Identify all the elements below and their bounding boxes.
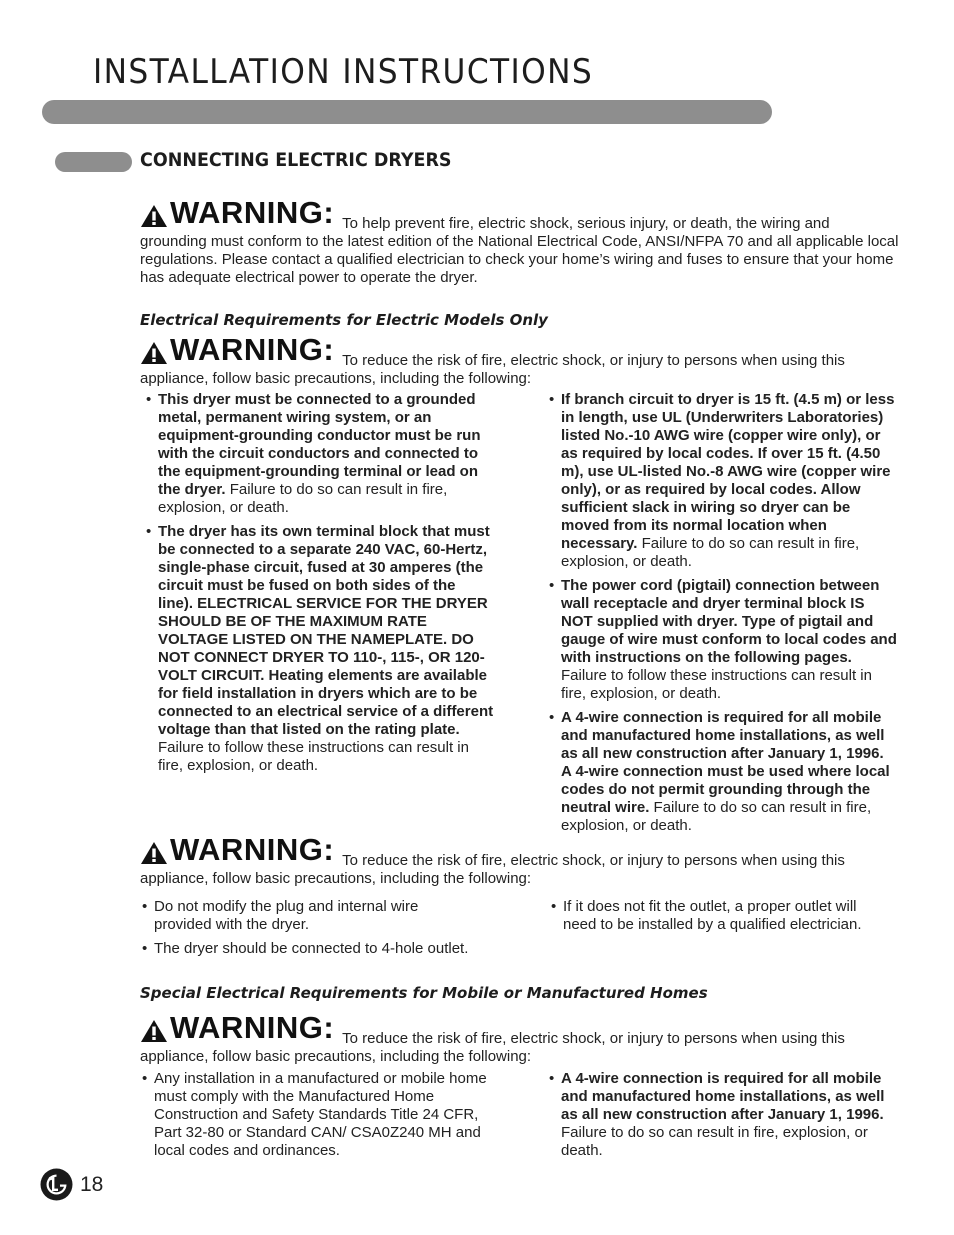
warning-mobile-homes (140, 1010, 900, 1066)
bullet-text: Failure to do so can result in fire, explosion, or death. (561, 1124, 868, 1159)
bullet-text: Failure to follow these instructions can result in fire, explosion, or death. (561, 667, 872, 702)
bullet-bold-text: A 4-wire connection is required for all mobile and manufactured home installations, as well as all new construction after January 1, 1996. A 4-wire connection must be used where local codes do not permit grounding through the neutral wire. (561, 709, 890, 816)
bullet-text: Any installation in a manufactured or mobile home must comply with the Manufactured Home Construction and Safety Standards Title 24 CFR, Part 32-80 or Standard CAN/ CSA0Z240 MH and local codes and ordinances. (154, 1070, 487, 1159)
bullet-text: Failure to do so can result in fire, explosion, or death. (561, 799, 872, 834)
list-item (144, 391, 494, 517)
list-item (144, 523, 494, 775)
bullet-bold-text: The dryer has its own terminal block that must be connected to a separate 240 VAC, 60-Hertz, single-phase circuit, fused at 30 amperes (the circuit must be fused on both sides of the line). ELECTRICAL SERVICE FOR THE DRYER SHOULD BE OF THE MAXIMUM RATE VOLTAGE LISTED ON THE NAMEPLATE. DO NOT CONNECT DRYER TO 110-, 115-, OR 120-VOLT CIRCUIT. Heating elements are available for field installation in dryers which are to be connected to an electrical service of a different voltage than that listed on the rating plate. (158, 523, 494, 738)
bullet-text: The dryer should be connected to 4-hole outlet. (154, 940, 469, 957)
lg-logo-icon (40, 1168, 73, 1201)
mobile-left-list (140, 1070, 500, 1166)
section-marker (55, 152, 132, 172)
warning-heading (140, 832, 335, 867)
electric-models-right-list (547, 391, 897, 841)
warning-text: To reduce the risk of fire, electric shock, or injury to persons when using this appliance, follow basic precautions, including the following: (140, 352, 845, 387)
bullet-bold-text: If branch circuit to dryer is 15 ft. (4.5 m) or less in length, use UL (Underwriters Laboratories) listed No.-10 AWG wire (copper wire only), or as required by local codes. If over 15 ft. (4.50 m), use UL-listed No.-8 AWG wire (copper wire only), or as required by local codes. Allow sufficient slack in wiring so dryer can be moved from its normal location when necessary. (561, 391, 895, 552)
bullet-bold-text: The power cord (pigtail) connection between wall receptacle and dryer terminal block IS NOT supplied with dryer. Type of pigtail and gauge of wire must conform to local codes and with instructions on the following pages. (561, 577, 897, 666)
list-item (140, 898, 480, 934)
bullet-text: Do not modify the plug and internal wire provided with the dryer. (154, 898, 419, 933)
subheading-electric-models: Electrical Requirements for Electric Models Only (140, 311, 548, 329)
mobile-right-list (547, 1070, 902, 1166)
warning-label: WARNING: (170, 1010, 335, 1045)
bullet-text: If it does not fit the outlet, a proper outlet will need to be installed by a qualified electrician. (563, 898, 862, 933)
list-item (140, 1070, 500, 1160)
list-item (547, 709, 897, 835)
bullet-text: Failure to do so can result in fire, explosion, or death. (158, 481, 448, 516)
warning-text: To reduce the risk of fire, electric shock, or injury to persons when using this appliance, follow basic precautions, including the following: (140, 852, 845, 887)
page-number: 18 (80, 1173, 104, 1196)
list-item (140, 940, 480, 958)
warning-text: To reduce the risk of fire, electric shock, or injury to persons when using this appliance, follow basic precautions, including the following: (140, 1030, 845, 1065)
bullet-bold-text: This dryer must be connected to a grounded metal, permanent wiring system, or an equipment-grounding conductor must be run with the circuit conductors and connected to the equipment-grounding terminal or lead on the dryer. (158, 391, 481, 498)
warning-label: WARNING: (170, 832, 335, 867)
warning-heading (140, 195, 335, 230)
warning-triangle-icon (140, 1019, 168, 1043)
electric-models-left-list (144, 391, 494, 781)
subheading-mobile-homes: Special Electrical Requirements for Mobile or Manufactured Homes (140, 984, 708, 1002)
warning-general (140, 195, 900, 287)
warning-heading (140, 1010, 335, 1045)
warning-text: To help prevent fire, electric shock, serious injury, or death, the wiring and grounding must conform to the latest edition of the National Electrical Code, ANSI/NFPA 70 and all applicable local regulations. Please contact a qualified electrician to check your home’s wiring and fuses to ensure that your home has adequate electrical power to operate the dryer. (140, 215, 899, 286)
list-item (547, 577, 897, 703)
bullet-bold-text: A 4-wire connection is required for all mobile and manufactured home installations, as well as all new construction after January 1, 1996. (561, 1070, 885, 1123)
list-item (549, 898, 889, 934)
plug-left-list (140, 898, 480, 964)
section-title: CONNECTING ELECTRIC DRYERS (140, 149, 452, 171)
warning-label: WARNING: (170, 332, 335, 367)
warning-label: WARNING: (170, 195, 335, 230)
warning-heading (140, 332, 335, 367)
plug-right-list (549, 898, 889, 940)
list-item (547, 391, 897, 571)
warning-triangle-icon (140, 341, 168, 365)
warning-triangle-icon (140, 841, 168, 865)
bullet-text: Failure to follow these instructions can result in fire, explosion, or death. (158, 739, 469, 774)
list-item (547, 1070, 902, 1160)
warning-plug (140, 832, 900, 888)
title-divider-bar (42, 100, 772, 124)
bullet-text: Failure to do so can result in fire, explosion, or death. (561, 535, 860, 570)
warning-triangle-icon (140, 204, 168, 228)
warning-electric-models (140, 332, 900, 388)
page-title: INSTALLATION INSTRUCTIONS (93, 52, 594, 92)
